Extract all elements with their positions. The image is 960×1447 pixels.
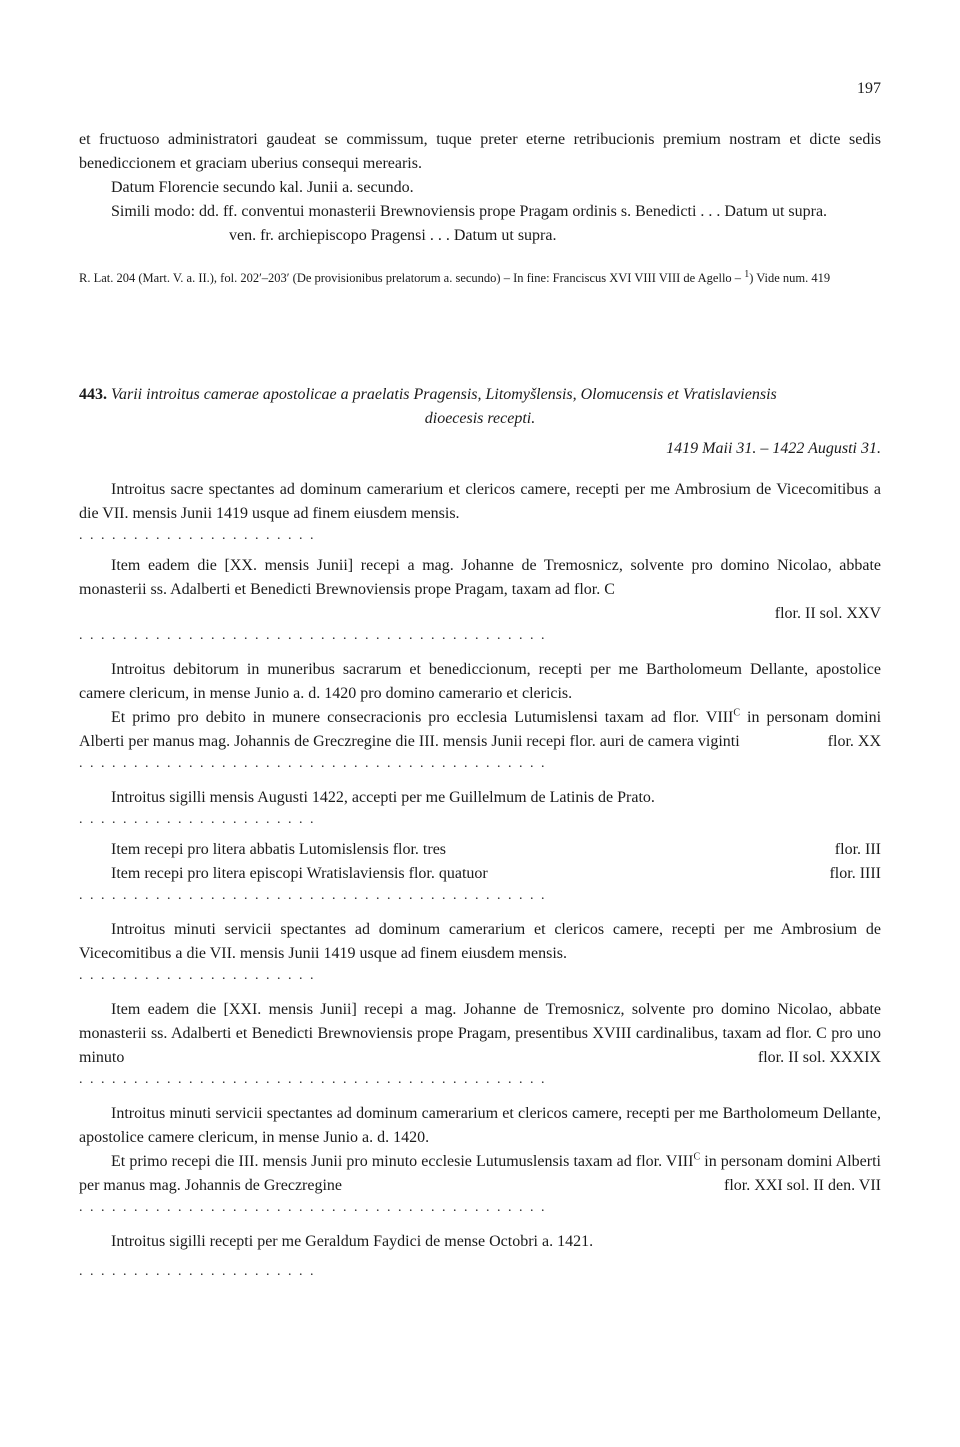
entry-heading (79, 383, 881, 407)
ellipsis-line: . . . . . . . . . . . . . . . . . . . . . . (79, 1264, 316, 1279)
amount: flor. XXI sol. II den. VII (723, 1177, 881, 1194)
paragraph: Et primo recepi die III. mensis Junii pro minuto ecclesie Lutumuslensis taxam ad flor. $VIII^C$ in personam domini Alberti per manus mag. Johannis de Greczregine flor. XXI sol. II den. VII (79, 1150, 881, 1198)
entry-title: Varii introitus camerae apostolicae a praelatis Pragensis, Litomyšlensis, Olomucensis et Vratislaviensis (111, 386, 777, 403)
ellipsis-line: . . . . . . . . . . . . . . . . . . . . . . (79, 528, 316, 543)
amount: flor. XX (827, 733, 881, 750)
source-note: R. Lat. 204 (Mart. V. a. II.), fol. 202′–203′ (De provisionibus prelatorum a. secundo) – In fine: Franciscus XVI VIII VIII de Agello – $^1$) Vide num. 419 (79, 268, 831, 285)
amount: flor. II sol. XXV (774, 605, 881, 622)
paragraph: Datum Florencie secundo kal. Junii a. secundo. (111, 179, 414, 196)
ellipsis-line: . . . . . . . . . . . . . . . . . . . . . . . . . . . . . . . . . . . . . . . . . . . (79, 756, 547, 771)
paragraph: Introitus debitorum in muneribus sacrarum et benediccionum, recepti per me Bartholomeum Dellante, apostolice camere clericum, in mense Junio a. d. 1420 pro domino camerario et clericis. (79, 661, 881, 702)
paragraph: Simili modo: dd. ff. conventui monasterii Brewnoviensis prope Pragam ordinis s. Benedicti . . . Datum ut supra. (111, 203, 828, 220)
ellipsis-line: . . . . . . . . . . . . . . . . . . . . . . . . . . . . . . . . . . . . . . . . . . . (79, 628, 547, 643)
amount: flor. II sol. XXXIX (757, 1049, 881, 1066)
paragraph: ven. fr. archiepiscopo Pragensi . . . Datum ut supra. (229, 227, 557, 244)
entry-body (79, 478, 881, 1282)
paragraph: Item eadem die [XX. mensis Junii] recepi a mag. Johanne de Tremosnicz, solvente pro domino Nicolao, abbate monasterii ss. Adalberti et Benedicti Brewnoviensis prope Pragam, taxam ad flor. C (79, 557, 881, 598)
item-row: Item recepi pro litera abbatis Lutomislensis flor. tres flor. III (111, 841, 881, 858)
paragraph: Et primo pro debito in munere consecracionis pro ecclesia Lutumislensi taxam ad flor. $VIII^C$ in personam domini Alberti per manus mag. Johannis de Greczregine die III. mensis Junii recepi flor. auri de camera viginti flor. XX (79, 706, 881, 754)
entry-number: 443. (79, 386, 107, 403)
item-row: Item recepi pro litera episcopi Wratislaviensis flor. quatuor flor. IIII (111, 865, 881, 882)
entry-date: 1419 Maii 31. – 1422 Augusti 31. (666, 440, 881, 457)
paragraph: Introitus minuti servicii spectantes ad dominum camerarium et clericos camere, recepti per me Ambrosium de Vicecomitibus a die VII. mensis Junii 1419 usque ad finem eiusdem mensis. (79, 921, 881, 962)
paragraph: et fructuoso administratori gaudeat se commissum, tuque preter eterne retribucionis premium nostram et dicte sedis benediccionem et graciam uberius consequi merearis. (79, 131, 881, 172)
ellipsis-line: . . . . . . . . . . . . . . . . . . . . . . . . . . . . . . . . . . . . . . . . . . . (79, 888, 547, 903)
entry-443 (79, 383, 881, 461)
ellipsis-line: . . . . . . . . . . . . . . . . . . . . . . . . . . . . . . . . . . . . . . . . . . . (79, 1200, 547, 1215)
paragraph: Item eadem die [XXI. mensis Junii] recepi a mag. Johanne de Tremosnicz, solvente pro domino Nicolao, abbate monasterii ss. Adalberti et Benedicti Brewnoviensis prope Pragam, presentibus XVIII cardinalibus, taxam ad flor. C pro uno minuto flor. II sol. XXXIX (79, 998, 881, 1070)
paragraph: Introitus minuti servicii spectantes ad dominum camerarium et clericos camere, recepti per me Bartholomeum Dellante, apostolice camere clericum, in mense Junio a. d. 1420. (79, 1105, 881, 1146)
top-section (79, 128, 881, 289)
ellipsis-line: . . . . . . . . . . . . . . . . . . . . . . (79, 812, 316, 827)
paragraph: Introitus sigilli recepti per me Geraldum Faydici de mense Octobri a. 1421. (111, 1233, 594, 1250)
ellipsis-line: . . . . . . . . . . . . . . . . . . . . . . . . . . . . . . . . . . . . . . . . . . . (79, 1072, 547, 1087)
ellipsis-line: . . . . . . . . . . . . . . . . . . . . . . (79, 968, 316, 983)
paragraph: Introitus sigilli mensis Augusti 1422, accepti per me Guillelmum de Latinis de Prato. (111, 789, 655, 806)
paragraph: Introitus sacre spectantes ad dominum camerarium et clericos camere, recepti per me Ambrosium de Vicecomitibus a die VII. mensis Junii 1419 usque ad finem eiusdem mensis. (79, 481, 881, 522)
page-number: 197 (857, 80, 881, 97)
entry-title-cont: dioecesis recepti. (424, 410, 536, 427)
